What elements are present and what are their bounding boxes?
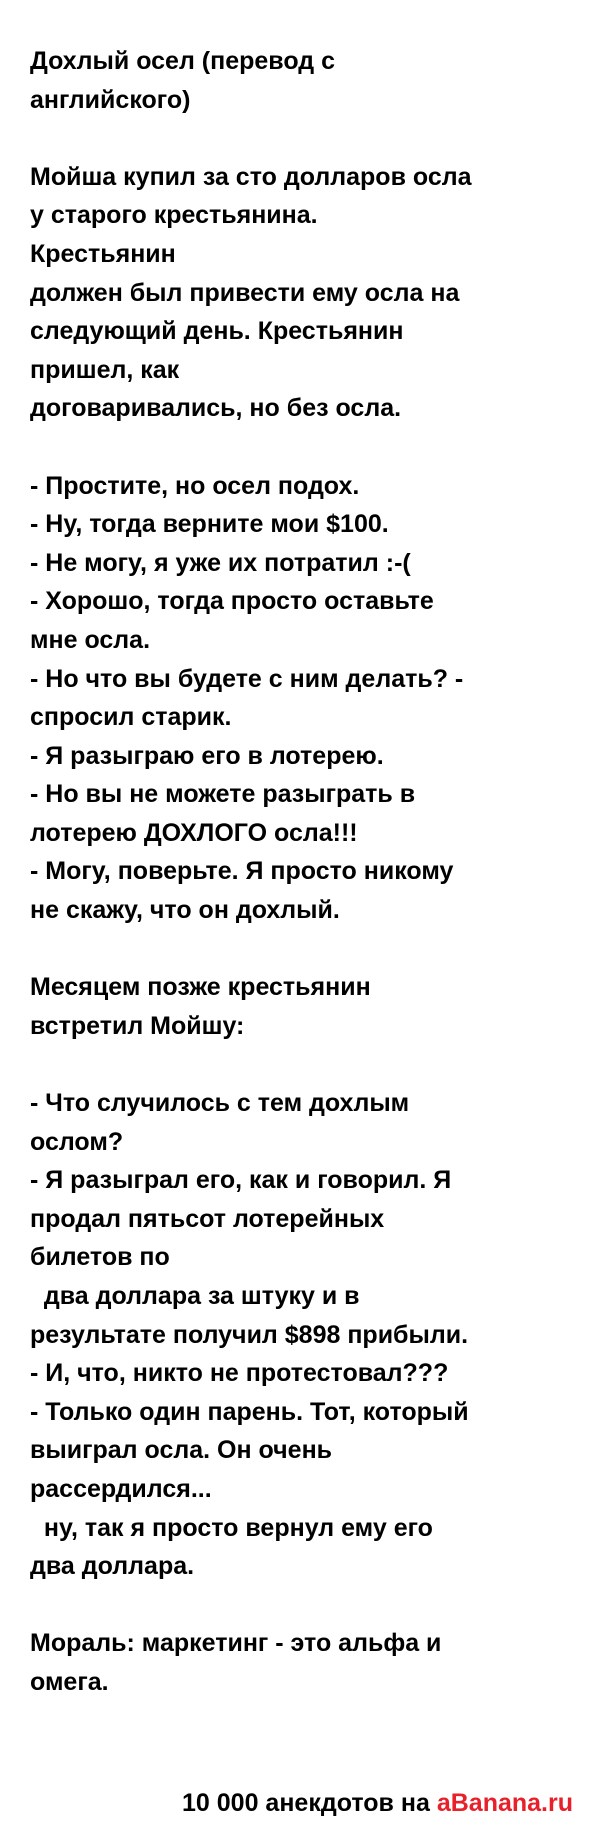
joke-line: - Ну, тогда верните мои $100. xyxy=(30,510,389,539)
joke-line: - Что случилось с тем дохлым xyxy=(30,1089,410,1118)
joke-line: Мойша купил за сто долларов осла xyxy=(30,162,472,191)
joke-text xyxy=(30,42,570,1702)
joke-line: не скажу, что он дохлый. xyxy=(30,896,340,925)
joke-line: английского) xyxy=(30,85,191,114)
joke-line: Крестьянин xyxy=(30,239,176,268)
joke-line: - И, что, никто не протестовал??? xyxy=(30,1359,449,1388)
joke-line: спросил старик. xyxy=(30,703,232,732)
footer-text: 10 000 анекдотов на xyxy=(182,1789,437,1817)
joke-line: продал пятьсот лотерейных xyxy=(30,1204,385,1233)
joke-line: билетов по xyxy=(30,1243,170,1272)
joke-line: у старого крестьянина. xyxy=(30,201,318,230)
joke-line: пришел, как xyxy=(30,355,180,384)
joke-line xyxy=(30,428,570,467)
joke-line: ослом? xyxy=(30,1127,124,1156)
joke-line: - Я разыграю его в лотерею. xyxy=(30,741,384,770)
joke-line: договаривались, но без осла. xyxy=(30,394,402,423)
joke-line: Месяцем позже крестьянин xyxy=(30,973,371,1002)
joke-line: - Но вы не можете разыграть в xyxy=(30,780,416,809)
joke-line: - Хорошо, тогда просто оставьте xyxy=(30,587,434,616)
joke-line: рассердился... xyxy=(30,1474,212,1503)
joke-line: следующий день. Крестьянин xyxy=(30,317,404,346)
joke-line: два доллара за штуку и в xyxy=(30,1282,360,1310)
joke-line xyxy=(30,1045,570,1084)
joke-line: - Простите, но осел подох. xyxy=(30,471,360,500)
joke-line: Мораль: маркетинг - это альфа и xyxy=(30,1629,442,1658)
joke-line: - Я разыграл его, как и говорил. Я xyxy=(30,1166,452,1195)
brand-link[interactable]: aBanana.ru xyxy=(436,1789,573,1817)
joke-line: результате получил $898 прибыли. xyxy=(30,1320,469,1349)
joke-line: - Могу, поверьте. Я просто никому xyxy=(30,857,454,886)
joke-line: - Не могу, я уже их потратил :-( xyxy=(30,548,411,577)
joke-line: - Только один парень. Тот, который xyxy=(30,1397,469,1426)
joke-line: омега. xyxy=(30,1667,109,1696)
joke-line xyxy=(30,1586,570,1625)
joke-line: Дохлый осел (перевод с xyxy=(30,47,335,75)
joke-line: должен был привести ему осла на xyxy=(30,278,460,307)
footer-credit xyxy=(0,1787,573,1819)
joke-line: - Но что вы будете с ним делать? - xyxy=(30,664,464,693)
joke-line xyxy=(30,119,570,158)
joke-line: мне осла. xyxy=(30,625,151,654)
joke-line xyxy=(30,930,570,969)
joke-line: выиграл осла. Он очень xyxy=(30,1436,333,1465)
joke-line: лотерею ДОХЛОГО осла!!! xyxy=(30,818,358,847)
joke-line: встретил Мойшу: xyxy=(30,1011,245,1040)
joke-line: два доллара. xyxy=(30,1552,195,1581)
joke-line: ну, так я просто вернул ему его xyxy=(30,1513,433,1542)
